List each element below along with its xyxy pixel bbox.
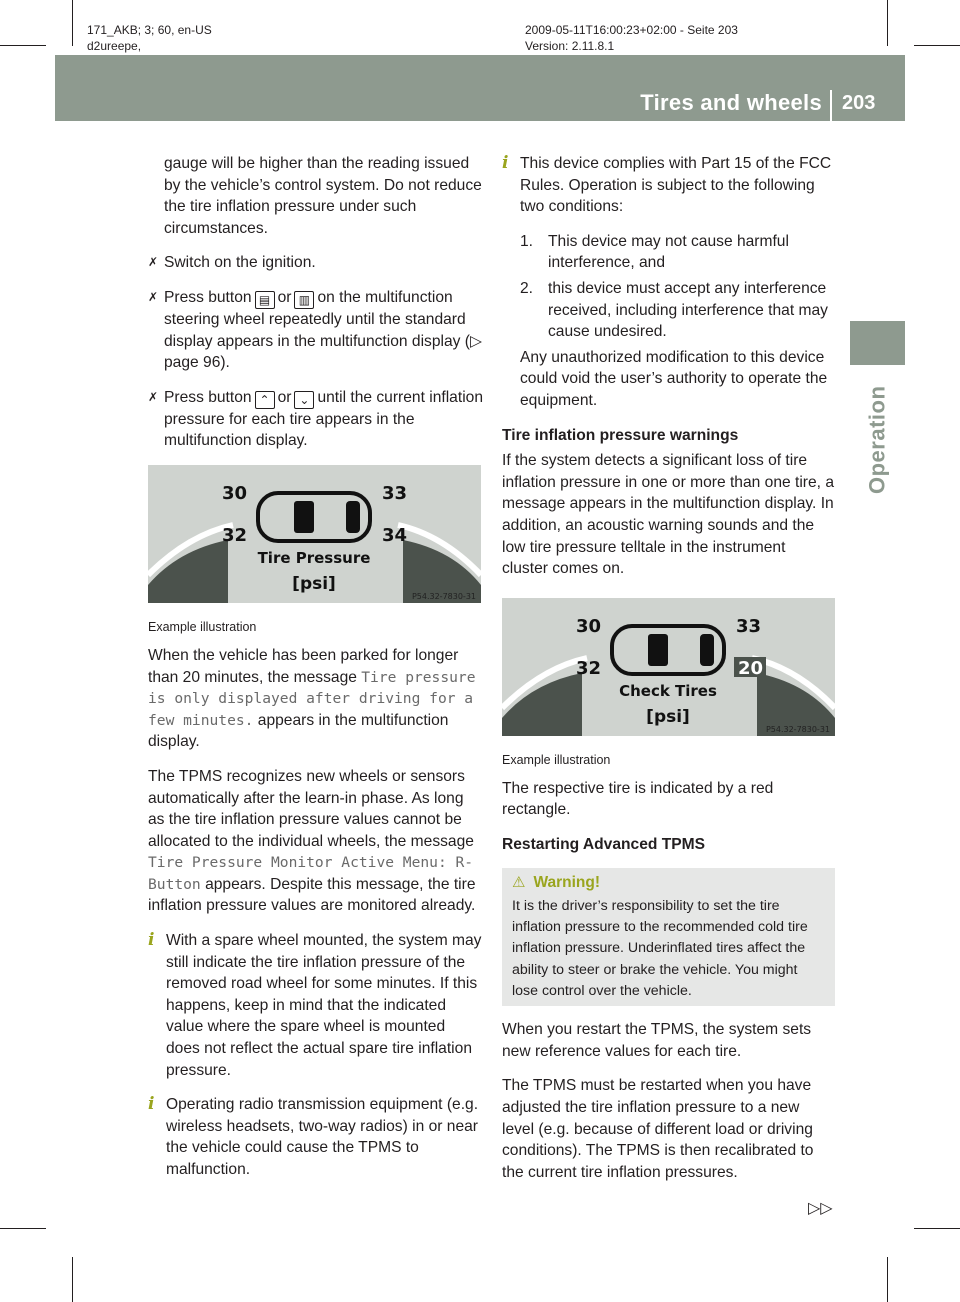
info-text: This device complies with Part 15 of the FCC Rules. Operation is subject to the following two conditions: [520, 155, 832, 216]
section-heading: Restarting Advanced TPMS [502, 835, 706, 853]
warning-text: It is the driver’s responsibility to set the tire inflation pressure to the recommended cold tire inflation pressure. Underinflated tires affect the ability to steer or brake the vehicle. You might lose control over the vehicle. [512, 897, 808, 999]
tire-pressure-illustration [148, 465, 481, 603]
crop-mark [0, 45, 46, 46]
meta-right-line1: 2009-05-11T16:00:23+02:00 - Seite 203 [525, 23, 738, 37]
crop-mark [914, 45, 960, 46]
step-arrow-icon: ✗ [148, 389, 159, 404]
info-text: Any unauthorized modification to this device could void the user’s authority to operate the equipment. [520, 348, 828, 409]
figure-caption: Example illustration [502, 752, 611, 767]
tire-fr-value: 33 [736, 615, 762, 637]
paragraph: The TPMS must be restarted when you have adjusted the tire inflation pressure to a new level (e.g. because of different load or driving conditions). The TPMS is then recalibrated to the current tire inflation pressures. [502, 1077, 814, 1181]
meta-left-line2: d2ureepe, [87, 39, 142, 53]
tire-fl-value: 30 [222, 482, 248, 504]
paragraph: When you restart the TPMS, the system sets new reference values for each tire. [502, 1021, 812, 1060]
crop-mark [72, 1257, 73, 1302]
paragraph: The respective tire is indicated by a red rectangle. [502, 779, 774, 819]
tire-rl-value: 32 [222, 524, 248, 546]
print-meta-left [87, 22, 212, 54]
step-text-or: or [277, 388, 292, 406]
cluster-display-graphic [148, 465, 481, 603]
section-heading: Tire inflation pressure warnings [502, 426, 739, 444]
instruction-step [148, 387, 483, 452]
step-arrow-icon: ✗ [148, 255, 159, 270]
step-text-or: or [277, 288, 292, 306]
info-text: With a spare wheel mounted, the system may still indicate the tire inflation pressure of the removed road wheel for some minutes. If this happens, keep in mind that the indicated value where the spare wheel is mounted does not reflect the actual spare tire inflation pressure. [166, 932, 482, 1079]
tire-fl-value: 30 [576, 615, 602, 637]
figure-caption: Example illustration [148, 619, 257, 634]
display-message: Check Tires [619, 681, 717, 700]
display-message-text: Tire Pressure Monitor Active Menu: R-Button [148, 854, 474, 893]
illustration-code: P54.32-7830-31 [411, 591, 476, 601]
warning-box [502, 868, 835, 1006]
cluster-display-graphic [502, 598, 835, 736]
display-message-text: Tire pressure is only displayed after driving for a few minutes. [148, 668, 476, 729]
page-number: 203 [842, 92, 876, 114]
paragraph: When the vehicle has been parked for longer than 20 minutes, the message Tire pressure is only displayed after driving for a few minutes. appears in the multifunction display. [148, 646, 476, 751]
crop-mark [887, 1257, 888, 1302]
tire-rl-value: 32 [576, 657, 602, 679]
continue-icon: ▷▷ [808, 1200, 833, 1217]
step-text: Press button [164, 288, 252, 306]
warning-icon: ⚠ [512, 874, 526, 892]
step-text: until the current inflation pressure for each tire appears in the multifunction display. [164, 388, 483, 450]
list-item: 1. This device may not cause harmful interference, and [520, 232, 789, 272]
print-meta-right [525, 22, 738, 54]
display-left-button-icon: ▤ [255, 291, 275, 309]
tire-fr-value: 33 [382, 482, 408, 504]
crop-mark [72, 0, 73, 46]
instruction-step [148, 287, 483, 374]
paragraph: If the system detects a significant loss of tire inflation pressure in one or more than one tire, a message appears in the multifunction display. In addition, an acoustic warning sounds and the low tire pressure telltale in the instrument cluster comes on. [502, 452, 834, 578]
step-arrow-icon: ✗ [148, 289, 159, 304]
display-unit: [psi] [292, 573, 336, 594]
info-note [148, 930, 483, 1081]
page-ref-icon: ▷ [469, 332, 482, 350]
section-tab-label: Operation [864, 385, 890, 495]
arrow-down-button-icon: ⌄ [294, 391, 314, 409]
header-divider [830, 90, 832, 121]
info-note [148, 1094, 483, 1180]
condition-list [502, 231, 835, 412]
step-text: Press button [164, 388, 252, 406]
step-text: Switch on the ignition. [164, 254, 316, 272]
crop-mark [887, 0, 888, 46]
info-note [502, 153, 835, 218]
info-icon: i [502, 153, 509, 173]
tire-rr-value-alert: 20 [738, 657, 764, 679]
info-text: Operating radio transmission equipment (e.g. wireless headsets, two-way radios) in or near the vehicle could cause the TPMS to malfunction. [166, 1096, 479, 1178]
display-unit: [psi] [646, 706, 690, 727]
info-icon: i [148, 1094, 155, 1115]
crop-mark [914, 1228, 960, 1229]
arrow-up-button-icon: ⌃ [255, 391, 275, 409]
left-column [148, 153, 483, 1194]
warning-title: Warning! [533, 874, 601, 892]
meta-right-line2: Version: 2.11.8.1 [525, 39, 615, 53]
display-message: Tire Pressure [257, 548, 371, 567]
instruction-step [148, 252, 483, 274]
page-title: Tires and wheels [640, 90, 822, 115]
page-reference: page 96). [164, 354, 230, 372]
illustration-code: P54.32-7830-31 [765, 724, 830, 734]
display-right-button-icon: ▥ [294, 291, 314, 309]
meta-left-line1: 171_AKB; 3; 60, en-US [87, 23, 212, 37]
check-tires-illustration [502, 598, 835, 736]
crop-mark [0, 1228, 46, 1229]
info-icon: i [148, 930, 155, 951]
right-column [502, 153, 835, 1196]
section-tab-marker [850, 321, 905, 365]
step-text: on the multifunction steering wheel repeatedly until the standard display appears in the multifunction display ( [164, 288, 470, 350]
paragraph: gauge will be higher than the reading issued by the vehicle’s control system. Do not reduce the tire inflation pressure under such circumstances. [164, 155, 482, 237]
paragraph: The TPMS recognizes new wheels or sensors automatically after the learn-in phase. As long as the tire inflation pressure values cannot be allocated to the individual wheels, the message Tire Pressure Monitor Active Menu: R-Button appears. Despite this message, the tire inflation pressure values are monitored already. [148, 767, 476, 915]
tire-rr-value: 34 [382, 524, 408, 546]
list-item: 2. this device must accept any interference received, including interference that may cause undesired. [520, 279, 828, 341]
